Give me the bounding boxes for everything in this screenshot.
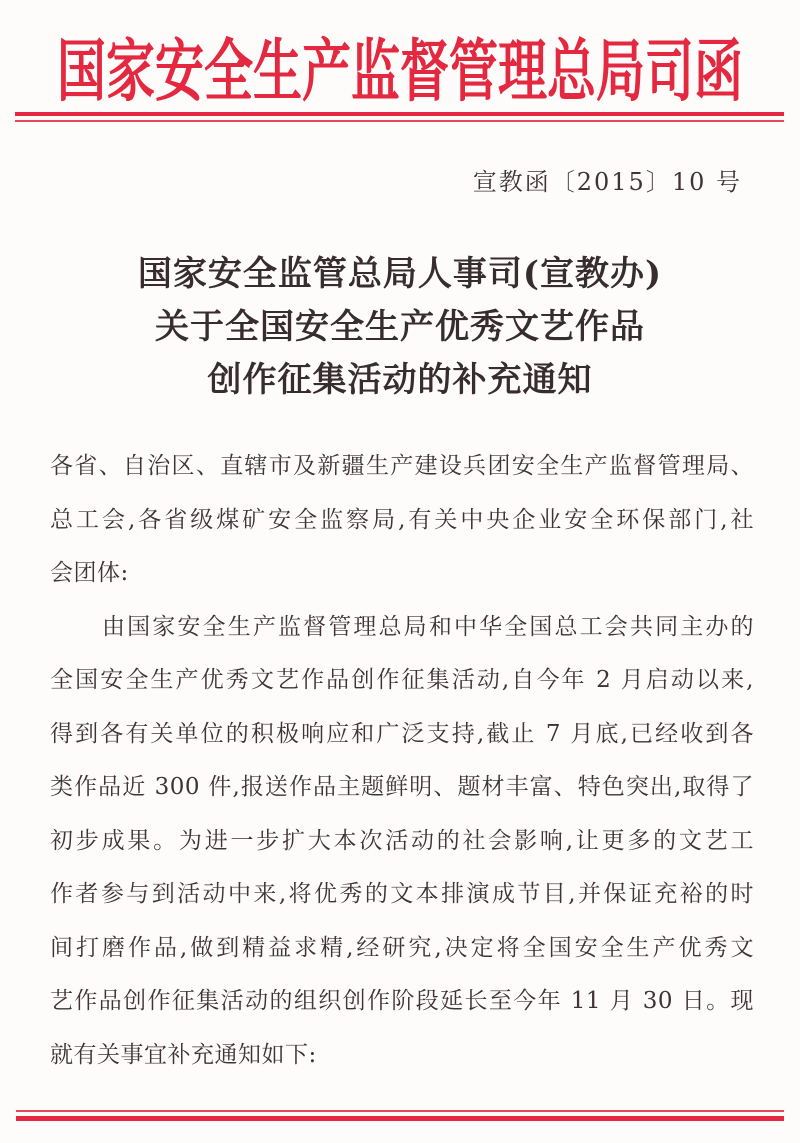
body-line: 类作品近 300 件,报送作品主题鲜明、题材丰富、特色突出,取得了	[50, 774, 754, 800]
footer-divider	[16, 1110, 784, 1121]
title-line: 国家安全监管总局人事司(宣教办)	[137, 254, 663, 294]
document-title	[0, 248, 800, 407]
body-line: 间打磨作品,做到精益求精,经研究,决定将全国安全生产优秀文	[50, 934, 754, 961]
body-line: 各省、自治区、直辖市及新疆生产建设兵团安全生产监督管理局、	[50, 453, 754, 479]
title-line: 关于全国安全生产优秀文艺作品	[155, 307, 645, 347]
letterhead	[0, 22, 800, 112]
body-line: 初步成果。为进一步扩大本次活动的社会影响,让更多的文艺工	[50, 827, 754, 854]
document-body	[0, 440, 800, 1082]
divider-thick-line	[16, 1116, 784, 1121]
letterhead-title: 国家安全生产监督管理总局司函	[56, 31, 743, 112]
body-line: 就有关事宜补充通知如下:	[50, 1041, 317, 1068]
body-line: 总工会,各省级煤矿安全监察局,有关中央企业安全环保部门,社	[50, 506, 754, 533]
divider-thin-line	[16, 1110, 784, 1112]
title-line: 创作征集活动的补充通知	[207, 360, 593, 400]
body-line: 由国家安全生产监督管理总局和中华全国总工会共同主办的	[102, 613, 754, 640]
body-line: 得到各有关单位的积极响应和广泛支持,截止 7 月底,已经收到各	[50, 720, 754, 747]
divider-thin-line	[15, 120, 784, 122]
body-line: 会团体:	[50, 560, 129, 586]
body-line: 全国安全生产优秀文艺作品创作征集活动,自今年 2 月启动以来,	[50, 667, 754, 693]
doc-number: 宣教函〔2015〕10 号	[472, 168, 742, 196]
body-line: 作者参与到活动中来,将优秀的文本排演成节目,并保证充裕的时	[50, 881, 754, 907]
body-line: 艺作品创作征集活动的组织创作阶段延长至今年 11 月 30 日。现	[50, 988, 754, 1014]
